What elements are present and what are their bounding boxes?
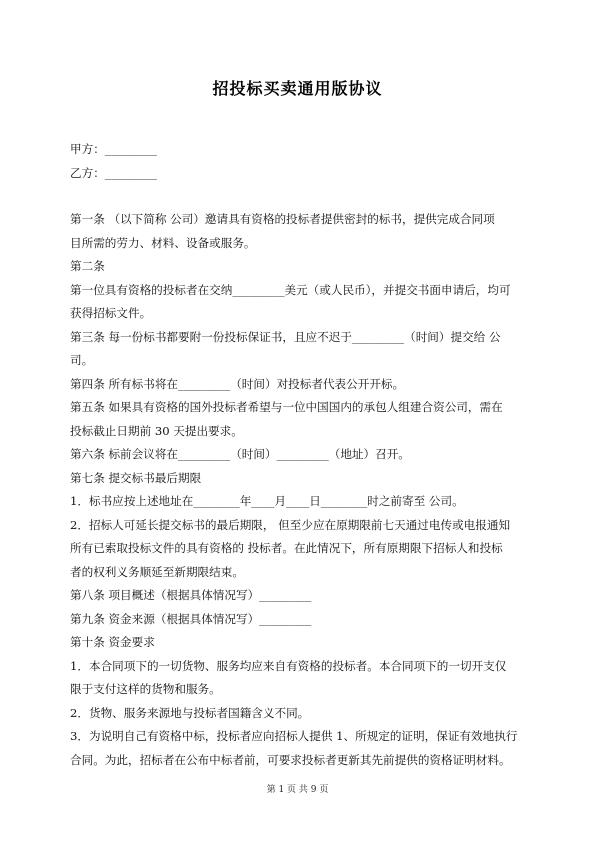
document-title: 招投标买卖通用版协议 [212, 79, 383, 98]
body-line: 第一条 （以下简称 公司）邀请具有资格的投标者提供密封的标书，提供完成合同项 [70, 212, 495, 226]
body-line: 第一位具有资格的投标者在交纳_________美元（或人民币），并提交书面申请后，均可 [70, 283, 511, 297]
body-line: 1．标书应按上述地址在________年____月____日________时之前寄至 公司。 [70, 494, 464, 508]
body-line: 者的权利义务顺延至新期限结束。 [70, 565, 244, 579]
body-line: 获得招标文件。 [70, 306, 152, 320]
party-a-line: 甲方：_________ [70, 142, 157, 156]
body-line: 1．本合同项下的一切货物、服务均应来自有资格的投标者。本合同项下的一切开支仅 [70, 659, 507, 673]
body-line: 所有已索取投标文件的具有资格的 投标者。在此情况下，所有原期限下招标人和投标 [70, 541, 503, 555]
body-line: 3．为说明自己有资格中标，投标者应向招标人提供 1、所规定的证明，保证有效地执行 [70, 729, 518, 743]
party-b-line: 乙方：_________ [70, 166, 157, 180]
body-line: 第三条 每一份标书都要附一份投标保证书，且应不迟于_________（时间）提交给 公 [70, 330, 501, 344]
body-line: 目所需的劳力、材料、设备或服务。 [70, 236, 256, 250]
body-line: 第七条 提交标书最后期限 [70, 471, 202, 485]
body-line: 第五条 如果具有资格的国外投标者希望与一位中国国内的承包人组建合资公司，需在 [70, 400, 503, 414]
body-line: 第九条 资金来源（根据具体情况写）_________ [70, 612, 312, 626]
body-line: 投标截止日期前 30 天提出要求。 [70, 424, 243, 438]
body-line: 合同。为此，招标者在公布中标者前，可要求投标者更新其先前提供的资格证明材料。 [70, 753, 511, 767]
body-line: 限于支付这样的货物和服务。 [70, 682, 221, 696]
body-line: 2．货物、服务来源地与投标者国籍含义不同。 [70, 706, 310, 720]
body-line: 第六条 标前会议将在_________（时间）_________（地址）召开。 [70, 447, 410, 461]
body-line: 2．招标人可延长提交标书的最后期限， 但至少应在原期限前七天通过电传或电报通知 [70, 518, 511, 532]
body-line: 第十条 资金要求 [70, 635, 155, 649]
page-indicator: 第 1 页 共 9 页 [266, 785, 329, 795]
body-line: 第八条 项目概述（根据具体情况写）_________ [70, 588, 312, 602]
body-line: 司。 [70, 353, 94, 367]
body-line: 第二条 [70, 259, 105, 273]
body-line: 第四条 所有标书将在_________（时间）对投标者代表公开开标。 [70, 377, 405, 391]
